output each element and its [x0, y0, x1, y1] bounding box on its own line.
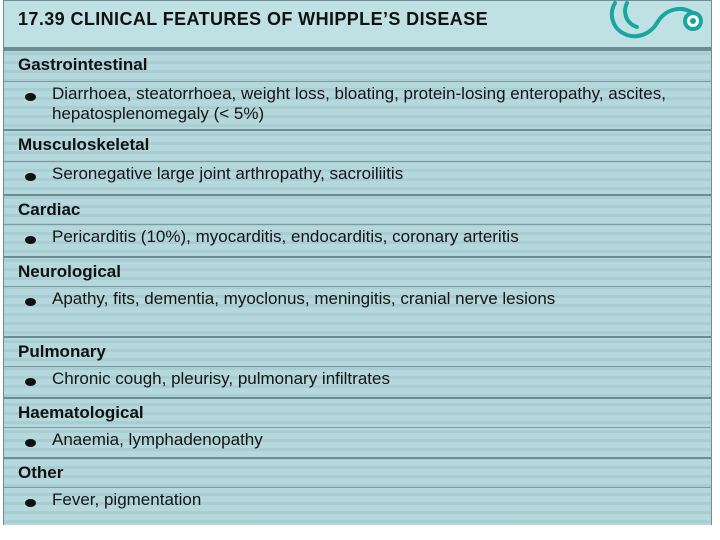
list-item	[4, 286, 711, 335]
section-heading: Musculoskeletal	[18, 135, 150, 154]
list-item	[4, 224, 711, 257]
bottom-margin	[0, 525, 720, 540]
bullet-icon	[25, 298, 36, 306]
item-text: Anaemia, lymphadenopathy	[52, 430, 263, 449]
bullet-icon	[25, 236, 36, 244]
clinical-features-table	[3, 0, 712, 527]
section-heading: Neurological	[18, 262, 121, 281]
section-heading-row	[4, 397, 711, 429]
list-item	[4, 81, 711, 128]
list-item	[4, 487, 711, 522]
item-text: Pericarditis (10%), myocarditis, endocarditis, coronary arteritis	[52, 227, 519, 246]
title-row	[4, 1, 711, 49]
item-text: Chronic cough, pleurisy, pulmonary infiltrates	[52, 369, 390, 388]
list-item	[4, 366, 711, 397]
section-heading: Haematological	[18, 403, 144, 422]
section-heading: Gastrointestinal	[18, 55, 148, 74]
item-text: Apathy, fits, dementia, myoclonus, meningitis, cranial nerve lesions	[52, 289, 556, 308]
bullet-icon	[25, 378, 36, 386]
section-heading-row	[4, 457, 711, 489]
list-item	[4, 427, 711, 458]
bullet-icon	[25, 499, 36, 507]
item-text: Fever, pigmentation	[52, 490, 202, 509]
section-heading-row	[4, 256, 711, 288]
section-heading: Other	[18, 463, 64, 482]
bullet-icon	[25, 439, 36, 447]
section-heading-row	[4, 129, 711, 161]
section-heading-row	[4, 194, 711, 226]
bullet-icon	[25, 93, 36, 101]
page-title: 17.39 CLINICAL FEATURES OF WHIPPLE’S DISEASE	[18, 9, 489, 29]
section-heading: Pulmonary	[18, 342, 106, 361]
item-text: Seronegative large joint arthropathy, sacroiliitis	[52, 164, 404, 183]
list-item	[4, 161, 711, 194]
section-heading: Cardiac	[18, 200, 81, 219]
bullet-icon	[25, 173, 36, 181]
stethoscope-icon	[607, 0, 703, 49]
section-heading-row	[4, 49, 711, 81]
section-heading-row	[4, 336, 711, 368]
item-text: Diarrhoea, steatorrhoea, weight loss, bloating, protein-losing enteropathy, ascites, hepatosplenomegaly (< 5%)	[52, 84, 666, 123]
